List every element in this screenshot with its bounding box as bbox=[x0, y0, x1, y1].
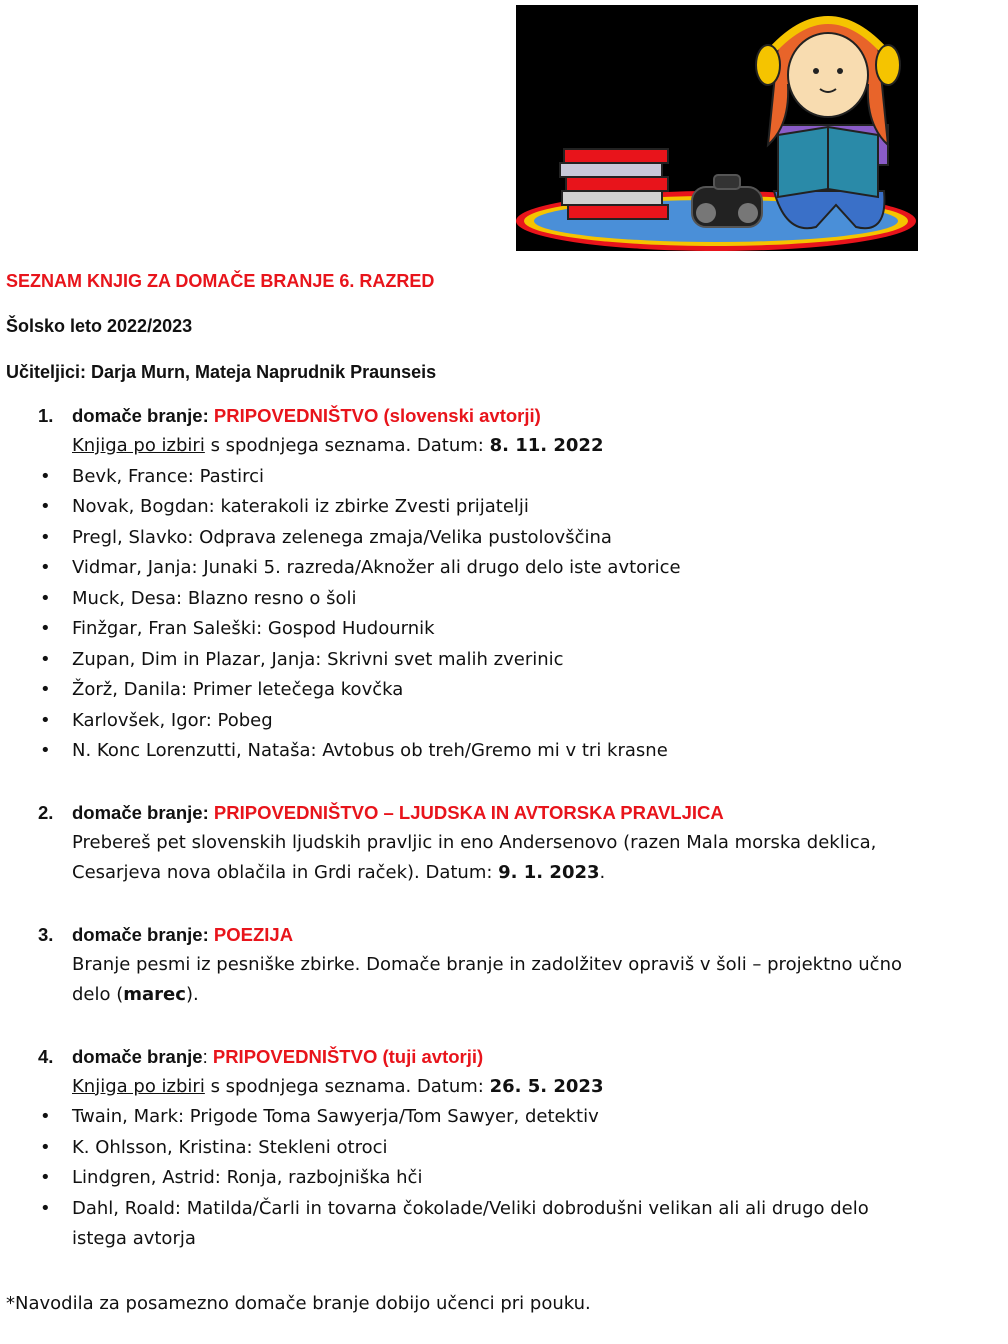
description-end: . bbox=[599, 862, 606, 883]
list-item: • Pregl, Slavko: Odprava zelenega zmaja/Velika pustolovščina bbox=[0, 523, 912, 554]
list-item: • Vidmar, Janja: Junaki 5. razreda/Aknožer ali drugo delo iste avtorice bbox=[0, 553, 912, 584]
list-item: • K. Ohlsson, Kristina: Stekleni otroci bbox=[0, 1133, 912, 1164]
section-number: 3. bbox=[38, 923, 54, 945]
section-number: 4. bbox=[38, 1045, 54, 1067]
list-item: • Zupan, Dim in Plazar, Janja: Skrivni svet malih zverinic bbox=[0, 645, 912, 676]
section-description bbox=[0, 1072, 912, 1103]
list-item: • Muck, Desa: Blazno resno o šoli bbox=[0, 584, 912, 615]
section-genre: PRIPOVEDNIŠTVO – LJUDSKA IN AVTORSKA PRAVLJICA bbox=[213, 801, 724, 823]
description-text: Branje pesmi iz pesniške zbirke. Domače branje in zadolžitev opraviš v šoli – projektno učno delo ( bbox=[72, 953, 903, 1005]
choice-text: Knjiga po izbiri bbox=[72, 1075, 205, 1097]
month: marec bbox=[123, 984, 186, 1005]
section-3 bbox=[0, 919, 1008, 1011]
reading-list bbox=[0, 400, 1008, 1255]
section-heading bbox=[0, 797, 1008, 828]
section-description bbox=[0, 431, 912, 462]
list-item: • Finžgar, Fran Saleški: Gospod Hudournik bbox=[0, 614, 912, 645]
section-genre: PRIPOVEDNIŠTVO (slovenski avtorji) bbox=[213, 405, 541, 426]
list-item: • Lindgren, Astrid: Ronja, razbojniška hči bbox=[0, 1163, 912, 1194]
list-item: • Twain, Mark: Prigode Toma Sawyerja/Tom Sawyer, detektiv bbox=[0, 1102, 912, 1133]
page-title: SEZNAM KNJIG ZA DOMAČE BRANJE 6. RAZRED bbox=[6, 271, 435, 291]
list-item: • Bevk, France: Pastirci bbox=[0, 462, 912, 493]
description-end: ). bbox=[185, 984, 199, 1005]
due-date: 8. 11. 2022 bbox=[489, 435, 604, 456]
description-text: s spodnjega seznama. Datum: bbox=[204, 1075, 490, 1097]
reading-girl-icon bbox=[516, 5, 918, 251]
due-date: 9. 1. 2023 bbox=[498, 862, 600, 883]
section-colon: : bbox=[202, 1045, 213, 1067]
section-label: domače branje: bbox=[72, 405, 209, 426]
section-number: 1. bbox=[38, 405, 54, 426]
due-date-month: 5 bbox=[521, 1075, 541, 1097]
section-label: domače branje bbox=[72, 1045, 203, 1067]
school-year: Šolsko leto 2022/2023 bbox=[6, 316, 193, 336]
list-item: • Novak, Bogdan: katerakoli iz zbirke Zvesti prijatelji bbox=[0, 492, 912, 523]
teachers: Učiteljici: Darja Murn, Mateja Naprudnik Praunseis bbox=[6, 362, 437, 382]
choice-text: Knjiga po izbiri bbox=[72, 435, 205, 456]
book-list bbox=[0, 1102, 1008, 1255]
section-heading bbox=[0, 400, 1008, 431]
footnote: *Navodila za posamezno domače branje dobijo učenci pri pouku. bbox=[6, 1293, 591, 1314]
list-item: • Karlovšek, Igor: Pobeg bbox=[0, 706, 912, 737]
list-item: • Žorž, Danila: Primer letečega kovčka bbox=[0, 675, 912, 706]
due-date-year: . 2023 bbox=[540, 1075, 604, 1097]
reading-girl-illustration bbox=[516, 5, 918, 251]
section-description bbox=[0, 828, 912, 889]
list-item: • Dahl, Roald: Matilda/Čarli in tovarna čokolade/Veliki dobrodušni velikan ali ali drugo delo istega avtorja bbox=[0, 1194, 912, 1255]
section-4 bbox=[0, 1041, 1008, 1255]
description-text: Prebereš pet slovenskih ljudskih pravljic in eno Andersenovo (razen Mala morska deklica, Cesarjeva nova oblačila in Grdi raček). Datum: bbox=[72, 831, 877, 883]
description-text: s spodnjega seznama. Datum: bbox=[204, 435, 490, 456]
section-heading bbox=[0, 919, 1008, 950]
book-list bbox=[0, 462, 1008, 767]
section-label: domače branje: bbox=[72, 923, 209, 945]
section-genre: POEZIJA bbox=[213, 923, 294, 945]
section-1 bbox=[0, 400, 1008, 767]
section-heading bbox=[0, 1041, 1008, 1072]
section-genre: PRIPOVEDNIŠTVO (tuji avtorji) bbox=[212, 1045, 484, 1067]
section-label: domače branje: bbox=[72, 801, 209, 823]
section-number: 2. bbox=[38, 801, 54, 823]
due-date-day: 26. bbox=[489, 1075, 522, 1097]
section-description bbox=[0, 950, 912, 1011]
list-item: • N. Konc Lorenzutti, Nataša: Avtobus ob treh/Gremo mi v tri krasne bbox=[0, 736, 912, 767]
section-2 bbox=[0, 797, 1008, 889]
